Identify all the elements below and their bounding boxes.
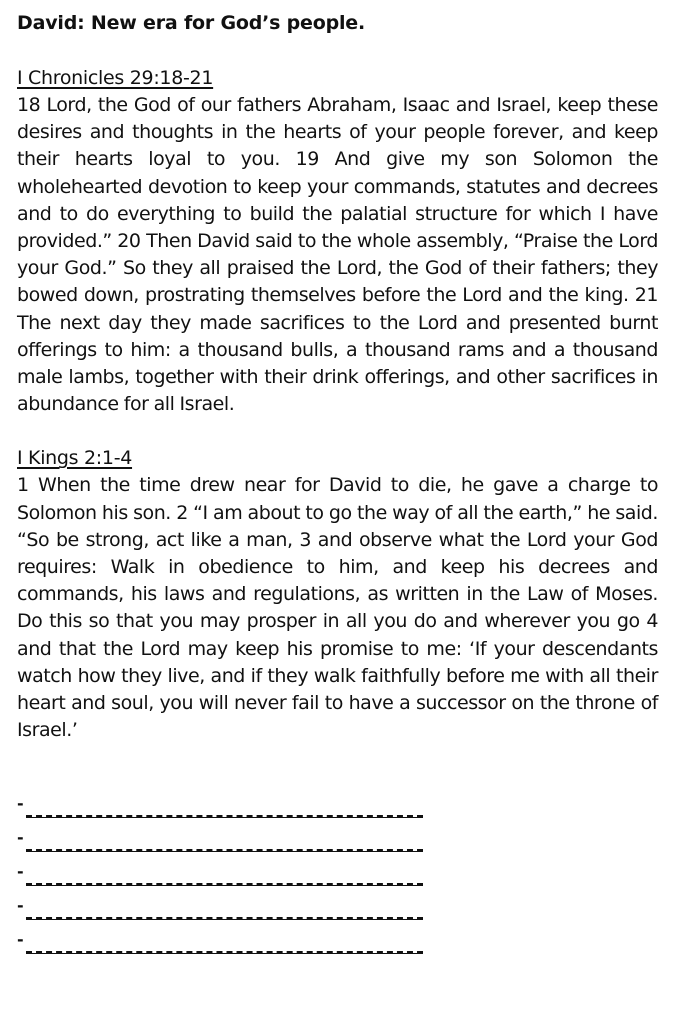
answer-line[interactable] [26, 883, 423, 885]
answer-blank[interactable] [17, 818, 658, 852]
answer-line[interactable] [26, 815, 423, 817]
worksheet-page [17, 8, 658, 954]
passage-section-kings [17, 445, 658, 744]
answer-blank[interactable] [17, 886, 658, 920]
bullet-dash: - [17, 896, 24, 916]
bullet-dash: - [17, 794, 24, 814]
bullet-dash: - [17, 862, 24, 882]
scripture-passage: 18 Lord, the God of our fathers Abraham, Isaac and Israel, keep these desires and thoughts in the hearts of your people forever, and keep their hearts loyal to you. 19 And give my son Solomon the wholehearted devotion to keep your commands, statutes and decrees and to do everything to build the palatial structure for which I have provided.” 20 Then David said to the whole assembly, “Praise the Lord your God.” So they all praised the Lord, the God of their fathers; they bowed down, prostrating themselves before the Lord and the king. 21 The next day they made sacrifices to the Lord and presented burnt offerings to him: a thousand bulls, a thousand rams and a thousand male lambs, together with their drink offerings, and other sacrifices in abundance for all Israel. [17, 94, 658, 416]
answer-blank[interactable] [17, 852, 658, 886]
scripture-reference: I Kings 2:1-4 [17, 447, 133, 470]
bullet-dash: - [17, 828, 24, 848]
scripture-reference: I Chronicles 29:18-21 [17, 67, 214, 89]
document-title: David: New era for God’s people. [17, 12, 366, 34]
answer-blank[interactable] [17, 920, 658, 954]
answer-line[interactable] [26, 917, 423, 919]
passage-section-chronicles [17, 65, 658, 418]
answer-line[interactable] [26, 849, 423, 851]
answer-line[interactable] [26, 951, 423, 953]
answer-blank[interactable] [17, 784, 658, 818]
scripture-passage: 1 When the time drew near for David to die, he gave a charge to Solomon his son. 2 “I am about to go the way of all the earth,” he said. “So be strong, act like a man, 3 and observe what the Lord your God requires: Walk in obedience to him, and keep his decrees and commands, his laws and regulations, as written in the Law of Moses. Do this so that you may prosper in all you do and wherever you go 4 and that the Lord may keep his promise to me: ‘If your descendants watch how they live, and if they walk faithfully before me with all their heart and soul, you will never fail to have a successor on the throne of Israel.’ [17, 474, 658, 742]
bullet-dash: - [17, 930, 24, 950]
answer-blanks [17, 784, 658, 954]
